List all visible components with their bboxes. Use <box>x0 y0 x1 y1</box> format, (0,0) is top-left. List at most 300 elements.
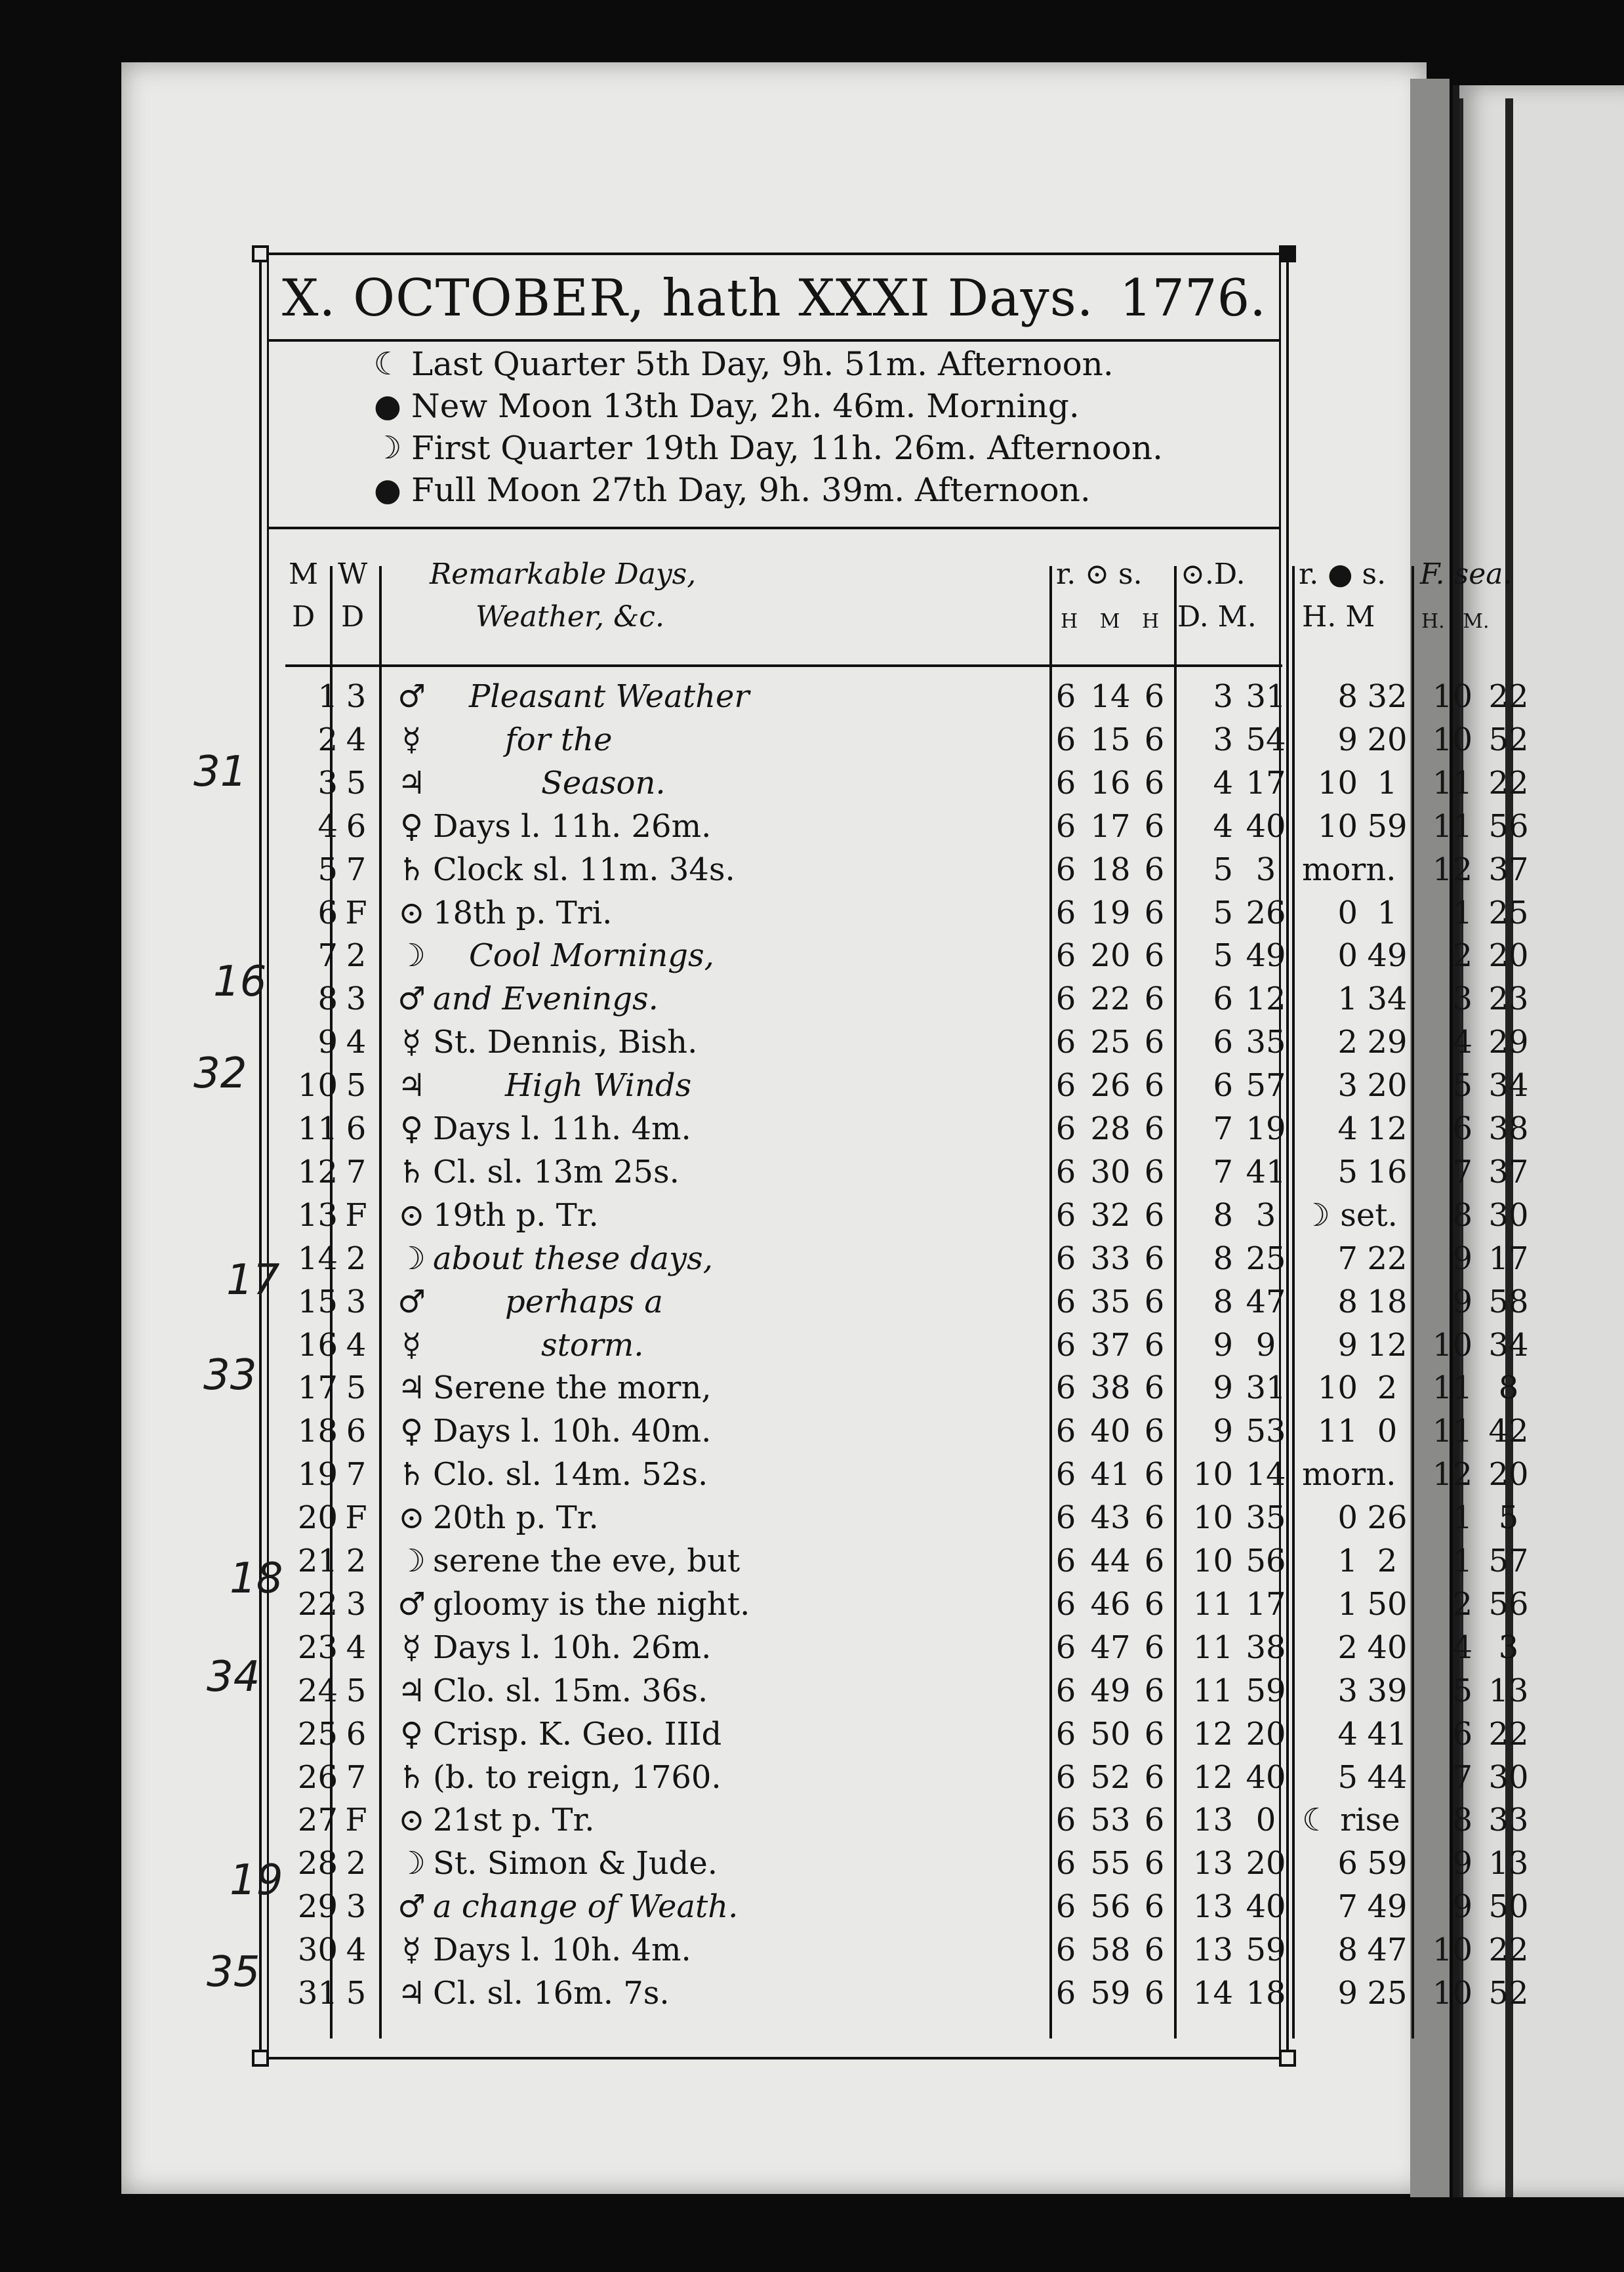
moon-phases <box>364 343 1269 511</box>
cell-fm: 34 <box>1488 1326 1529 1364</box>
col-md-top: M <box>289 558 319 591</box>
cell-planet: ☿ <box>401 721 422 758</box>
cell-dd: 8 <box>1213 1240 1233 1277</box>
cell-sh: 6 <box>1144 1283 1165 1320</box>
cell-mh: 9 <box>1337 721 1358 758</box>
cell-rh: 6 <box>1055 1932 1076 1969</box>
cell-mh: 11 <box>1317 1413 1358 1450</box>
cell-mh: ☽ set. <box>1302 1196 1398 1234</box>
cell-planet: ☿ <box>401 1629 422 1666</box>
cell-planet: ♃ <box>397 764 426 801</box>
cell-rm: 32 <box>1090 1196 1131 1234</box>
phase-text: Last Quarter 5th Day, 9h. 51m. Afternoon. <box>411 345 1114 383</box>
phase-text: Full Moon 27th Day, 9h. 39m. Afternoon. <box>411 471 1091 509</box>
cell-dd: 6 <box>1213 1067 1233 1105</box>
cell-dd: 3 <box>1213 721 1233 758</box>
cell-sh: 6 <box>1144 1585 1165 1623</box>
cell-rm: 52 <box>1090 1758 1131 1796</box>
cell-fh: 9 <box>1452 1888 1472 1926</box>
table-row <box>259 1713 1529 1756</box>
cell-dm: 38 <box>1246 1629 1286 1666</box>
cell-text: Clo. sl. 14m. 52s. <box>433 1456 708 1493</box>
cell-fm: 5 <box>1498 1499 1519 1537</box>
cell-sh: 6 <box>1144 1845 1165 1882</box>
cell-fh: 3 <box>1452 981 1472 1018</box>
cell-sh: 6 <box>1144 764 1165 801</box>
col-moon-label: r. ● s. <box>1299 558 1387 591</box>
cell-text: High Winds <box>505 1067 692 1105</box>
cell-text: storm. <box>541 1326 644 1364</box>
cell-wd: F <box>345 1196 367 1234</box>
cell-fm: 13 <box>1488 1845 1529 1882</box>
cell-md: 21 <box>297 1543 338 1579</box>
cell-dm: 56 <box>1246 1543 1286 1579</box>
col-md-bottom: D <box>292 600 315 634</box>
col-wd-bottom: D <box>341 600 365 634</box>
table-row <box>259 935 1529 977</box>
margin-note: 32 <box>193 1049 247 1098</box>
cell-fh: 2 <box>1452 937 1472 975</box>
cell-text: Clo. sl. 15m. 36s. <box>433 1672 708 1709</box>
margin-note: 16 <box>213 958 267 1006</box>
cell-mh: 8 <box>1337 678 1358 715</box>
table-row <box>259 762 1529 805</box>
col-decl-sub: D. M. <box>1177 600 1257 634</box>
cell-wd: 2 <box>346 937 367 975</box>
cell-wd: 6 <box>346 1715 367 1753</box>
cell-rm: 56 <box>1090 1888 1131 1926</box>
cell-mh: 10 <box>1317 764 1358 801</box>
cell-dd: 7 <box>1213 1153 1233 1190</box>
cell-dm: 0 <box>1255 1802 1276 1839</box>
cell-dd: 4 <box>1213 764 1233 801</box>
cell-sh: 6 <box>1144 1153 1165 1190</box>
cell-rm: 17 <box>1090 807 1131 845</box>
cell-wd: 6 <box>346 1110 367 1147</box>
cell-rh: 6 <box>1055 1196 1076 1234</box>
col-sun-sub: H M H <box>1061 610 1160 633</box>
cell-dd: 5 <box>1213 851 1233 888</box>
cell-rm: 26 <box>1090 1067 1131 1105</box>
cell-md: 23 <box>297 1629 338 1666</box>
cell-dd: 14 <box>1192 1975 1233 2012</box>
cell-mh: 2 <box>1337 1629 1358 1666</box>
cell-fm: 20 <box>1488 1456 1529 1493</box>
cell-sh: 6 <box>1144 1024 1165 1061</box>
cell-fh: 12 <box>1432 851 1472 888</box>
table-row <box>259 1886 1529 1928</box>
table-row <box>259 1108 1529 1150</box>
cell-fh: 10 <box>1432 721 1472 758</box>
cell-wd: 5 <box>346 1672 367 1709</box>
cell-md: 24 <box>297 1672 338 1709</box>
table-row <box>259 1497 1519 1539</box>
cell-wd: 5 <box>346 1369 367 1407</box>
cell-dd: 5 <box>1213 894 1233 931</box>
cell-text: Days l. 10h. 4m. <box>433 1932 691 1969</box>
cell-text: Days l. 11h. 4m. <box>433 1110 691 1147</box>
cell-wd: 7 <box>346 1758 367 1796</box>
cell-sh: 6 <box>1144 807 1165 845</box>
cell-rm: 19 <box>1090 894 1131 931</box>
cell-text: Serene the morn, <box>433 1369 712 1407</box>
cell-text: Days l. 10h. 40m. <box>433 1413 712 1450</box>
cell-rh: 6 <box>1055 1153 1076 1190</box>
cell-fh: 12 <box>1432 1456 1472 1493</box>
cell-md: 22 <box>297 1585 338 1623</box>
cell-sh: 6 <box>1144 1499 1165 1537</box>
cell-sh: 6 <box>1144 851 1165 888</box>
cell-dm: 35 <box>1246 1499 1286 1537</box>
corner-ornament <box>252 2050 269 2067</box>
cell-wd: 4 <box>346 721 367 758</box>
moon-phase <box>364 385 1269 427</box>
cell-fm: 22 <box>1488 1715 1529 1753</box>
cell-fh: 5 <box>1452 1067 1472 1105</box>
cell-fh: 6 <box>1452 1110 1472 1147</box>
cell-fh: 9 <box>1452 1283 1472 1320</box>
cell-dm: 12 <box>1246 981 1286 1018</box>
cell-planet: ♃ <box>397 1975 426 2012</box>
cell-sh: 6 <box>1144 894 1165 931</box>
cell-rh: 6 <box>1055 1024 1076 1061</box>
cell-planet: ♃ <box>397 1369 426 1407</box>
margin-note: 31 <box>193 748 247 796</box>
cell-fm: 37 <box>1488 851 1529 888</box>
cell-rm: 49 <box>1090 1672 1131 1709</box>
cell-rm: 35 <box>1090 1283 1131 1320</box>
cell-fh: 2 <box>1452 1585 1472 1623</box>
cell-rh: 6 <box>1055 807 1076 845</box>
cell-md: 27 <box>297 1802 338 1839</box>
cell-dd: 13 <box>1192 1845 1233 1882</box>
cell-md: 4 <box>317 807 338 845</box>
table-row <box>259 1583 1529 1626</box>
table-row <box>259 1151 1529 1194</box>
cell-rm: 44 <box>1090 1543 1131 1579</box>
cell-mh: 1 <box>1337 1585 1358 1623</box>
cell-wd: 7 <box>346 1456 367 1493</box>
cell-mh: 1 <box>1337 1543 1358 1579</box>
cell-rm: 55 <box>1090 1845 1131 1882</box>
cell-mh: 9 <box>1337 1975 1358 2012</box>
cell-wd: 3 <box>346 1888 367 1926</box>
cell-sh: 6 <box>1144 1110 1165 1147</box>
cell-dm: 20 <box>1246 1845 1286 1882</box>
cell-rm: 38 <box>1090 1369 1131 1407</box>
cell-mm: 26 <box>1367 1499 1408 1537</box>
cell-rh: 6 <box>1055 1413 1076 1450</box>
table-row <box>259 892 1529 935</box>
margin-note: 17 <box>226 1256 280 1305</box>
cell-dm: 20 <box>1246 1715 1286 1753</box>
cell-sh: 6 <box>1144 1888 1165 1926</box>
cell-fm: 8 <box>1498 1369 1519 1407</box>
cell-fm: 42 <box>1488 1413 1529 1450</box>
cell-rh: 6 <box>1055 1283 1076 1320</box>
cell-rh: 6 <box>1055 1326 1076 1364</box>
cell-fm: 33 <box>1488 1802 1529 1839</box>
table-row <box>259 1540 1529 1583</box>
cell-mh: 9 <box>1337 1326 1358 1364</box>
cell-sh: 6 <box>1144 1067 1165 1105</box>
cell-rh: 6 <box>1055 1845 1076 1882</box>
cell-planet: ♂ <box>397 678 426 715</box>
cell-mm: 47 <box>1367 1932 1408 1969</box>
page-title: X. OCTOBER, hath XXXI Days. <box>282 269 1094 328</box>
cell-dm: 40 <box>1246 807 1286 845</box>
cell-sh: 6 <box>1144 1456 1165 1493</box>
table-row <box>259 805 1529 848</box>
cell-wd: 4 <box>346 1024 367 1061</box>
cell-dm: 18 <box>1246 1975 1286 2012</box>
cell-rm: 58 <box>1090 1932 1131 1969</box>
cell-mh: 10 <box>1317 1369 1358 1407</box>
cell-sh: 6 <box>1144 1196 1165 1234</box>
cell-text: for the <box>505 721 613 758</box>
cell-text: Pleasant Weather <box>469 678 750 715</box>
cell-dm: 47 <box>1246 1283 1286 1320</box>
cell-mh: 8 <box>1337 1932 1358 1969</box>
cell-fm: 22 <box>1488 678 1529 715</box>
cell-dm: 26 <box>1246 894 1286 931</box>
cell-fh: 1 <box>1452 894 1472 931</box>
cell-rh: 6 <box>1055 1369 1076 1407</box>
cell-rh: 6 <box>1055 981 1076 1018</box>
cell-fh: 10 <box>1432 1975 1472 2012</box>
cell-md: 6 <box>317 894 338 931</box>
corner-ornament <box>252 245 269 262</box>
cell-mm: 59 <box>1367 807 1408 845</box>
cell-rh: 6 <box>1055 1802 1076 1839</box>
cell-fh: 10 <box>1432 1932 1472 1969</box>
cell-fm: 17 <box>1488 1240 1529 1277</box>
cell-rh: 6 <box>1055 721 1076 758</box>
cell-text: a change of Weath. <box>433 1888 739 1926</box>
margin-note: 18 <box>230 1554 283 1603</box>
table-row <box>259 1670 1529 1713</box>
cell-sh: 6 <box>1144 937 1165 975</box>
cell-fh: 4 <box>1452 1629 1472 1666</box>
cell-planet: ♂ <box>397 1283 426 1320</box>
cell-md: 18 <box>297 1413 338 1450</box>
cell-dm: 40 <box>1246 1888 1286 1926</box>
cell-dm: 3 <box>1255 851 1276 888</box>
cell-dd: 9 <box>1213 1326 1233 1364</box>
cell-wd: 3 <box>346 1585 367 1623</box>
cell-fh: 7 <box>1452 1758 1472 1796</box>
cell-mm: 32 <box>1367 678 1408 715</box>
cell-text: and Evenings. <box>433 981 659 1018</box>
cell-text: Cool Mornings, <box>469 937 714 975</box>
cell-md: 16 <box>297 1326 338 1364</box>
cell-mm: 41 <box>1367 1715 1408 1753</box>
cell-planet: ☽ <box>397 1240 426 1277</box>
cell-wd: 2 <box>346 1845 367 1882</box>
cell-fh: 10 <box>1432 678 1472 715</box>
cell-text: 18th p. Tri. <box>433 894 613 931</box>
cell-mm: 2 <box>1377 1369 1398 1407</box>
cell-fh: 11 <box>1432 1413 1472 1450</box>
table-row <box>259 849 1529 891</box>
cell-wd: 5 <box>346 764 367 801</box>
cell-mm: 34 <box>1367 981 1408 1018</box>
col-decl-label: ⊙.D. <box>1181 558 1246 591</box>
cell-mm: 1 <box>1377 894 1398 931</box>
table-row <box>259 1453 1529 1496</box>
cell-dm: 9 <box>1255 1326 1276 1364</box>
cell-md: 8 <box>317 981 338 1018</box>
cell-fh: 11 <box>1432 1369 1472 1407</box>
cell-mm: 12 <box>1367 1110 1408 1147</box>
cell-wd: 4 <box>346 1326 367 1364</box>
cell-planet: ♂ <box>397 1585 426 1623</box>
corner-ornament <box>1279 245 1296 262</box>
cell-dd: 5 <box>1213 937 1233 975</box>
cell-dd: 9 <box>1213 1369 1233 1407</box>
table-row <box>259 1929 1529 1972</box>
cell-fm: 34 <box>1488 1067 1529 1105</box>
cell-wd: 3 <box>346 981 367 1018</box>
cell-rm: 18 <box>1090 851 1131 888</box>
cell-text: Days l. 11h. 26m. <box>433 807 712 845</box>
cell-fh: 6 <box>1452 1715 1472 1753</box>
cell-mh: 0 <box>1337 1499 1358 1537</box>
cell-dd: 10 <box>1192 1543 1233 1579</box>
almanac-frame <box>259 253 1529 2059</box>
cell-wd: 3 <box>346 1283 367 1320</box>
cell-dm: 25 <box>1246 1240 1286 1277</box>
cell-dm: 59 <box>1246 1932 1286 1969</box>
cell-rh: 6 <box>1055 1975 1076 2012</box>
cell-fm: 56 <box>1488 807 1529 845</box>
cell-planet: ♄ <box>397 1153 426 1190</box>
col-wd-top: W <box>338 558 368 591</box>
phases-rule <box>267 527 1281 529</box>
cell-fh: 8 <box>1452 1802 1472 1839</box>
cell-rh: 6 <box>1055 894 1076 931</box>
cell-rh: 6 <box>1055 1110 1076 1147</box>
cell-wd: F <box>345 1802 367 1839</box>
col-sea-label: F. sea. <box>1420 558 1512 591</box>
cell-rm: 33 <box>1090 1240 1131 1277</box>
cell-dd: 11 <box>1192 1585 1233 1623</box>
title-rule <box>267 339 1281 342</box>
cell-dd: 10 <box>1192 1499 1233 1537</box>
cell-rm: 22 <box>1090 981 1131 1018</box>
cell-sh: 6 <box>1144 1369 1165 1407</box>
cell-md: 19 <box>297 1456 338 1493</box>
cell-planet: ☽ <box>397 1543 426 1579</box>
full-moon-icon: ● <box>374 472 401 508</box>
cell-text: Cl. sl. 16m. 7s. <box>433 1975 670 2012</box>
table-row <box>259 1324 1529 1367</box>
cell-text: Crisp. K. Geo. IIId <box>433 1715 722 1753</box>
cell-dd: 13 <box>1192 1802 1233 1839</box>
cell-mh: 5 <box>1337 1758 1358 1796</box>
cell-rh: 6 <box>1055 1758 1076 1796</box>
cell-planet: ♀ <box>399 807 424 845</box>
cell-mm: 12 <box>1367 1326 1408 1364</box>
cell-fh: 5 <box>1452 1672 1472 1709</box>
cell-dd: 4 <box>1213 807 1233 845</box>
cell-mh: 7 <box>1337 1240 1358 1277</box>
cell-mm: 16 <box>1367 1153 1408 1190</box>
cell-rh: 6 <box>1055 764 1076 801</box>
cell-wd: 4 <box>346 1932 367 1969</box>
cell-dd: 7 <box>1213 1110 1233 1147</box>
cell-dd: 13 <box>1192 1888 1233 1926</box>
table-row <box>259 978 1529 1021</box>
cell-dm: 59 <box>1246 1672 1286 1709</box>
cell-dm: 49 <box>1246 937 1286 975</box>
cell-md: 5 <box>317 851 338 888</box>
cell-mh: 7 <box>1337 1888 1358 1926</box>
new-moon-icon: ● <box>374 388 401 424</box>
cell-planet: ♄ <box>397 851 426 888</box>
table-row <box>259 1756 1529 1799</box>
cell-mm: 2 <box>1377 1543 1398 1579</box>
cell-dm: 31 <box>1246 1369 1286 1407</box>
cell-planet: ☽ <box>397 937 426 975</box>
cell-rh: 6 <box>1055 1672 1076 1709</box>
cell-rh: 6 <box>1055 1240 1076 1277</box>
margin-note: 35 <box>207 1948 260 1997</box>
cell-text: 20th p. Tr. <box>433 1499 599 1537</box>
cell-dd: 12 <box>1192 1758 1233 1796</box>
cell-fm: 13 <box>1488 1672 1529 1709</box>
cell-sh: 6 <box>1144 1326 1165 1364</box>
cell-text: perhaps a <box>505 1283 663 1320</box>
cell-mh: 3 <box>1337 1672 1358 1709</box>
cell-text: gloomy is the night. <box>433 1585 750 1623</box>
cell-planet: ♃ <box>397 1067 426 1105</box>
cell-dd: 6 <box>1213 981 1233 1018</box>
cell-rm: 14 <box>1090 678 1131 715</box>
cell-dm: 53 <box>1246 1413 1286 1450</box>
cell-mm: 44 <box>1367 1758 1408 1796</box>
cell-fm: 25 <box>1488 894 1529 931</box>
col-moon-sub: H. M <box>1302 600 1375 634</box>
cell-rm: 15 <box>1090 721 1131 758</box>
cell-planet: ♀ <box>399 1110 424 1147</box>
cell-text: St. Simon & Jude. <box>433 1845 718 1882</box>
cell-sh: 6 <box>1144 1672 1165 1709</box>
moon-phase <box>364 427 1269 469</box>
cell-mh: 0 <box>1337 937 1358 975</box>
cell-fm: 50 <box>1488 1888 1529 1926</box>
cell-rm: 25 <box>1090 1024 1131 1061</box>
cell-fh: 10 <box>1432 1326 1472 1364</box>
cell-fh: 11 <box>1432 807 1472 845</box>
cell-wd: 6 <box>346 1413 367 1450</box>
title-row <box>279 269 1276 341</box>
corner-ornament <box>1279 2050 1296 2067</box>
cell-mm: 1 <box>1377 764 1398 801</box>
cell-mm: 20 <box>1367 1067 1408 1105</box>
cell-mm: 29 <box>1367 1024 1408 1061</box>
cell-mm: 39 <box>1367 1672 1408 1709</box>
cell-fm: 30 <box>1488 1196 1529 1234</box>
cell-mh: 2 <box>1337 1024 1358 1061</box>
cell-mh: ☾ rise <box>1302 1802 1400 1839</box>
cell-rh: 6 <box>1055 851 1076 888</box>
cell-mh: 3 <box>1337 1067 1358 1105</box>
cell-rm: 50 <box>1090 1715 1131 1753</box>
cell-dd: 11 <box>1192 1629 1233 1666</box>
cell-fh: 9 <box>1452 1240 1472 1277</box>
cell-fm: 58 <box>1488 1283 1529 1320</box>
